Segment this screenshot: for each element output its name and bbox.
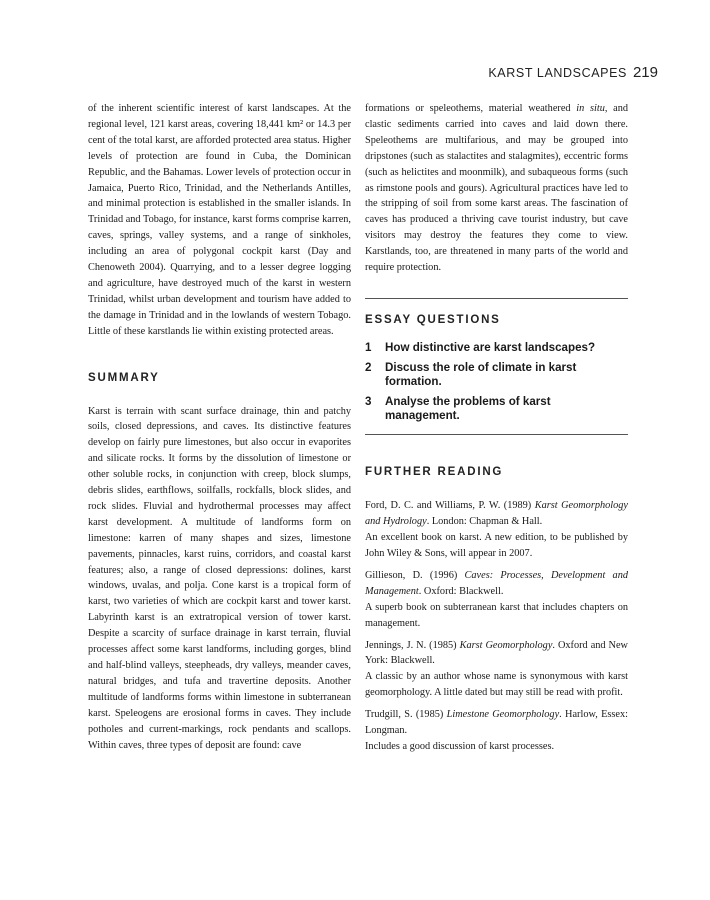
essay-questions-heading: ESSAY QUESTIONS: [365, 313, 501, 326]
reference-title: Caves: Processes, Development and Management: [365, 569, 628, 597]
continuation-text-1: formations or speleothems, material weathered: [365, 103, 577, 114]
reference-citation: [365, 638, 628, 670]
reference-authors: Gillieson, D. (1996): [365, 569, 465, 581]
divider-top: [365, 298, 628, 299]
question-text: Discuss the role of climate in karst formation.: [385, 361, 577, 388]
question-number: 2: [365, 361, 372, 375]
intro-paragraph: of the inherent scientific interest of karst landscapes. At the regional level, 121 karst areas, covering 18,441 km² or 14.3 per cent of the total karst, are afforded protected area status. Higher levels of protection are found in Cuba, the Dominican Republic, and the Bahamas. Lower levels of protection occur in Jamaica, Puerto Rico, Trinidad, and the Netherlands Antilles, and minimal protection is established in the smaller islands. In Trinidad and Tobago, for instance, karst forms comprise karren, caves, springs, valley systems, and a range of sinkholes, including an area of polygonal cockpit karst (Day and Chenoweth 2004). Quarrying, and to a lesser degree logging and agriculture, have destroyed much of the karst in western Trinidad, whilst urban development and tourism have added to the damage in Trinidad and in the lowlands of western Tobago. Little of these karstlands lie within existing protected areas.: [88, 103, 351, 337]
reference-title: Karst Geomorphology: [459, 639, 553, 651]
further-reading-heading: FURTHER READING: [365, 466, 504, 479]
divider-bottom: [365, 434, 628, 435]
question-text: How distinctive are karst landscapes?: [385, 340, 596, 354]
essay-question: [365, 341, 628, 355]
reference-entry: [365, 707, 628, 755]
reference-entry: [365, 498, 628, 562]
reference-authors: Jennings, J. N. (1985): [365, 639, 460, 651]
reference-authors: Ford, D. C. and Williams, P. W. (1989): [365, 500, 535, 512]
continuation-paragraph: [365, 101, 628, 276]
page-number: 219: [632, 64, 658, 81]
reference-note: An excellent book on karst. A new edition, to be published by John Wiley & Sons, will appear in 2007.: [365, 532, 628, 559]
question-text: Analyse the problems of karst management.: [385, 395, 551, 422]
reference-publisher: . Harlow, Essex: Longman.: [365, 709, 628, 737]
right-column: [365, 101, 628, 755]
summary-paragraph: Karst is terrain with scant surface drainage, thin and patchy soils, closed depressions, and caves. Its distinctive features develop on fairly pure limestones, but also occur in evaporites and silicate rocks. It forms by the dissolution of limestone or other soluble rocks, in conjunction with creep, block slumps, debris slides, earthflows, soilfalls, rockfalls, block slides, and rock slides. Fluvial and hydrothermal processes may affect karst development. A multitude of landforms form on limestone: karren of many shapes and sizes, limestone pavements, pinnacles, karst ruins, corridors, and coastal karst features; also, a range of closed depressions: dolines, karst windows, uvalas, and polja. Cone karst is a tropical form of karst, two varieties of which are cockpit karst and tower karst. Labyrinth karst is an extratropical version of tower karst. Despite a scarcity of surface drainage in karst terrain, fluvial processes affect some karst landforms, including gorges, blind and half-blind valleys, steepheads, dry valleys, meander caves, natural bridges, and tufa and travertine deposits. Another multitude of landforms forms within limestone in subterranean karst. Speleogens are erosional forms in caves. They include potholes and current-markings, rock pendants and scallops. Within caves, three types of deposit are found: cave: [88, 405, 351, 751]
reference-note: A superb book on subterranean karst that includes chapters on management.: [365, 601, 628, 629]
reference-authors: Trudgill, S. (1985): [365, 709, 447, 721]
continuation-text-2: , and clastic sediments carried into caves and laid down there. Speleothems are multifarious, and may be grouped into dripstones (such as stalactites and stalagmites), eccentric forms (such as helictites and moonmilk), and subaqueous forms (such as rimstone pools and gours). Agricultural practices have led to the stripping of soil from some karst areas. The fascination of caves has produced a thriving cave tourist industry, but cave visitors may destroy the features they come to view. Karstlands, too, are threatened in many parts of the world and require protection.: [365, 103, 629, 274]
left-column: [88, 101, 351, 753]
essay-question: [365, 395, 628, 422]
reference-publisher: . London: Chapman & Hall.: [426, 516, 543, 528]
reference-publisher: . Oxford and New York: Blackwell.: [365, 639, 628, 667]
reference-citation: [365, 568, 628, 600]
reference-note: A classic by an author whose name is synonymous with karst geomorphology. A little dated but may still be read with profit.: [365, 671, 628, 699]
reference-entry: [365, 568, 628, 632]
summary-heading: SUMMARY: [88, 371, 160, 384]
reference-title: Karst Geomorphology and Hydrology: [365, 500, 628, 528]
reference-title: Limestone Geomorphology: [446, 709, 560, 721]
reference-citation: [365, 498, 628, 530]
question-number: 3: [365, 395, 372, 409]
question-number: 1: [365, 340, 372, 354]
reference-note: Includes a good discussion of karst processes.: [365, 740, 555, 752]
essay-questions-list: [365, 341, 628, 423]
essay-question: [365, 361, 628, 388]
reference-publisher: . Oxford: Blackwell.: [418, 585, 504, 597]
reference-entry: [365, 638, 628, 702]
running-title: KARST LANDSCAPES: [488, 66, 627, 80]
reference-citation: [365, 707, 628, 739]
continuation-italic: in situ: [576, 103, 605, 114]
running-head: [488, 64, 658, 81]
